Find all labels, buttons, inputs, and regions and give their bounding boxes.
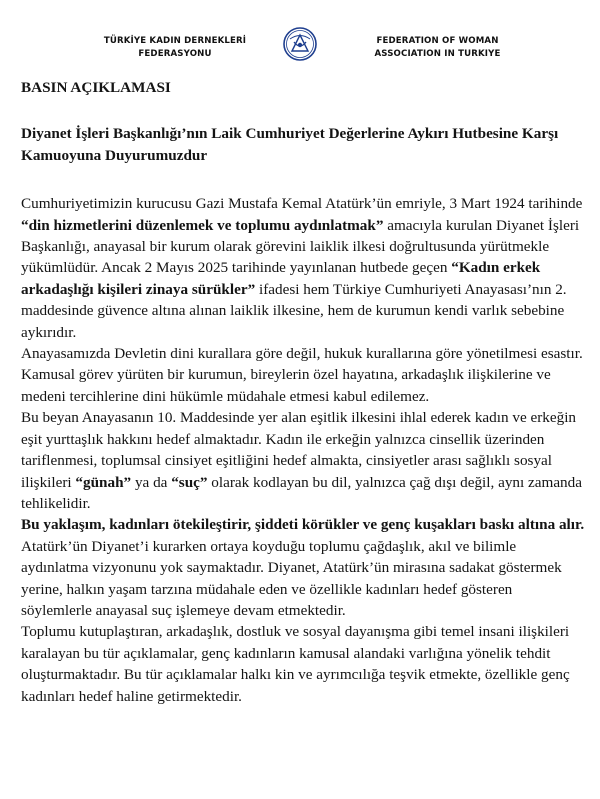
paragraph-1-quote-1: “din hizmetlerini düzenlemek ve toplumu aydınlatmak”	[21, 216, 384, 234]
paragraph-1-text-a: Cumhuriyetimizin kurucusu Gazi Mustafa Kemal Atatürk’ün emriyle, 3 Mart 1924 tarihinde	[21, 195, 583, 213]
paragraph-5: Atatürk’ün Diyanet’i kurarken ortaya koyduğu toplumu çağdaşlık, akıl ve bilimle aydınlatma vizyonunu yok saymaktadır. Diyanet, Atatürk’ün mirasına sadakat göstermek yerine, halkın yaşam tarzına müdahale eden ve özellikle kadınları hedef gösteren söylemlerle anayasal suç işlemeye devam etmektedir.	[21, 537, 562, 619]
paragraph-3-text-c: ya da	[131, 473, 172, 491]
paragraph-2: Anayasamızda Devletin dini kurallara göre değil, hukuk kurallarına göre yönetilmesi esastır. Kamusal görev yürüten bir kurumun, bireylerin özel hayatına, arkadaşlık ilişkilerine ve medeni tercihlerine dini hükümle müdahale etmesi kabul edilemez.	[21, 345, 583, 405]
paragraph-3-quote-sin: “günah”	[75, 473, 132, 491]
paragraph-1-text-e: ifadesi hem Türkiye Cumhuriyeti Anayasası’nın 2. maddesinde güvence altına alınan laiklik ilkesine, hem de kurumun kendi varlık sebebine aykırıdır.	[21, 280, 567, 341]
paragraph-3-quote-crime: “suç”	[171, 473, 208, 491]
paragraph-1-text-c: amacıyla kurulan Diyanet İşleri Başkanlığı, anayasal bir kurum olarak görevini laiklik ilkesi doğrultusunda yürütmekle yükümlüdür. Ancak 2 Mayıs 2025 tarihinde yayınlanan hutbede geçen	[21, 216, 580, 277]
letterhead-right-line-2: ASSOCIATION IN TURKIYE	[374, 48, 501, 59]
paragraph-6: Toplumu kutuplaştıran, arkadaşlık, dostluk ve sosyal dayanışma gibi temel insani ilişkileri karalayan bu tür açıklamalar, genç kadınların kamusal alandaki varlığına yönelik tehdit oluşturmaktadır. Bu tür açıklamalar halkı kin ve ayrımcılığa teşvik etmekte, özellikle genç kadınları hedef haline getirmektedir.	[21, 623, 570, 705]
letterhead-english-name	[355, 35, 520, 60]
paragraph-3	[21, 407, 586, 514]
document-body	[21, 77, 586, 707]
letterhead-left-line-2: FEDERASYONU	[138, 48, 212, 59]
paragraph-1-quote-2: “Kadın erkek arkadaşlığı kişileri zinaya sürükler”	[21, 259, 541, 298]
paragraph-3-text-e: olarak kodlayan bu dil, yalnızca çağ dışı değil, aynı zamanda tehlikelidir.	[21, 473, 582, 512]
paragraph-3-text-a: Bu beyan Anayasanın 10. Maddesinde yer alan eşitlik ilkesini ihlal ederek kadın ve erkeğin eşit yurttaşlık hakkını hedef almaktadır. Kadın ile erkeğin yalnızca cinsellik üzerinden tariflenmesi, toplumsal cinsiyet eşitliğini hedef almakta, cinsiyetler arası sağlıklı sosyal ilişkileri	[21, 409, 577, 491]
press-release-heading: BASIN AÇIKLAMASI	[21, 79, 171, 96]
document-title: Diyanet İşleri Başkanlığı’nın Laik Cumhuriyet Değerlerine Aykırı Hutbesine Karşı Kamuoyuna Duyurumuzdur	[21, 125, 559, 164]
federation-emblem-icon	[283, 27, 317, 61]
letterhead-right-line-1: FEDERATION OF WOMAN	[376, 36, 499, 46]
letterhead-turkish-name	[100, 35, 250, 60]
letterhead-left-line-1: TÜRKİYE KADIN DERNEKLERİ	[103, 36, 247, 46]
paragraph-1	[21, 193, 586, 343]
paragraph-4-emphasis: Bu yaklaşım, kadınları ötekileştirir, şiddeti körükler ve genç kuşakları baskı altına alır.	[21, 516, 585, 534]
